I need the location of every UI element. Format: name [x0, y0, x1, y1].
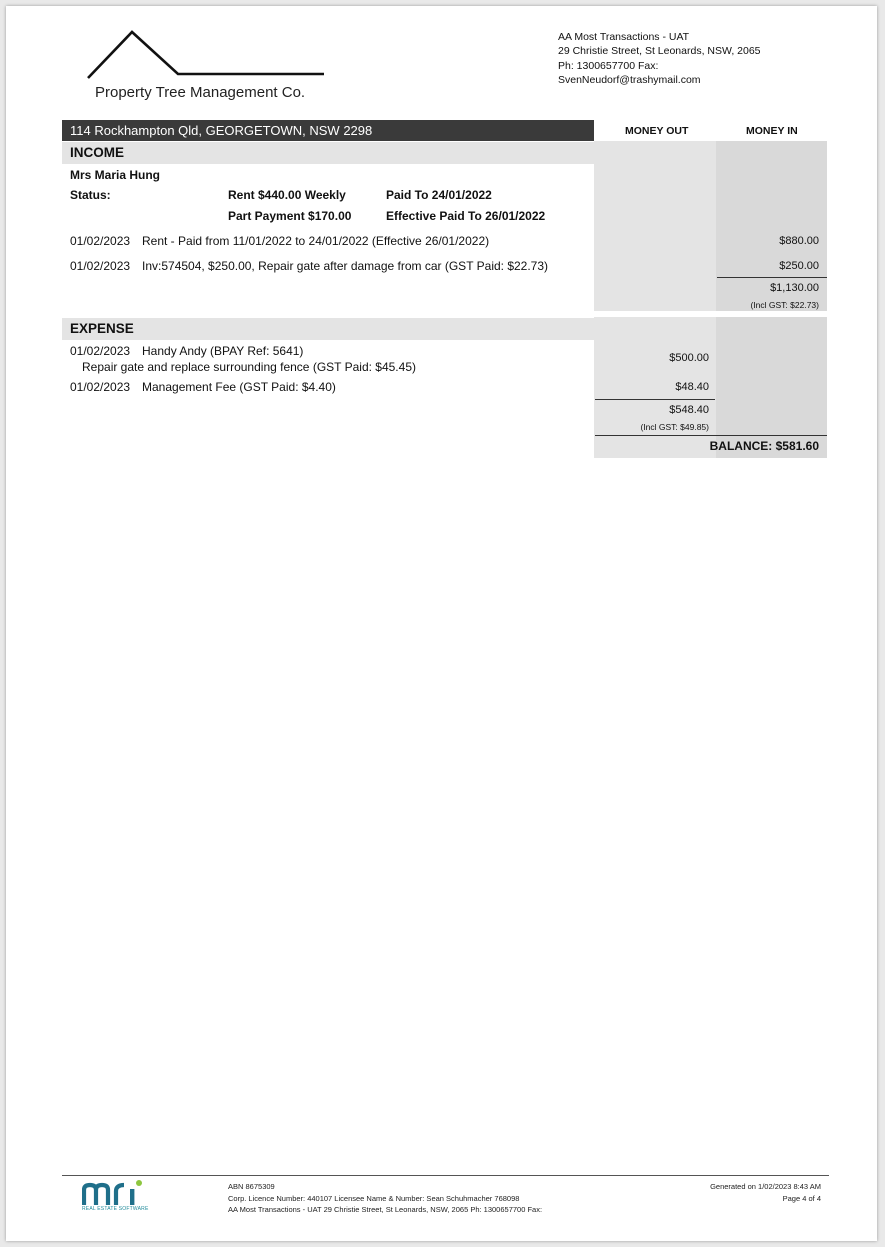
income-row-date: 01/02/2023 — [70, 234, 131, 248]
agency-email: SvenNeudorf@trashymail.com — [558, 74, 701, 87]
income-money-out-column — [594, 141, 716, 311]
expense-row-amount: $48.40 — [675, 381, 709, 393]
status-label: Status: — [70, 188, 111, 202]
footer-abn: ABN 8675309 — [228, 1182, 275, 1191]
footer-agency: AA Most Transactions - UAT 29 Christie Street, St Leonards, NSW, 2065 Ph: 1300657700 Fax: — [228, 1205, 543, 1214]
generated-date: Generated on 1/02/2023 8:43 AM — [710, 1182, 821, 1191]
rent-amount: Rent $440.00 Weekly — [228, 188, 346, 202]
expense-total: $548.40 — [669, 404, 709, 416]
tenant-name: Mrs Maria Hung — [70, 168, 161, 182]
effective-paid-to: Effective Paid To 26/01/2022 — [386, 209, 546, 223]
agency-line: AA Most Transactions - UAT — [558, 31, 690, 43]
income-total: $1,130.00 — [770, 282, 819, 294]
footer-details — [228, 1181, 542, 1216]
expense-section-title: EXPENSE — [62, 318, 595, 340]
expense-money-in-column — [716, 317, 827, 458]
company-name: Property Tree Management Co. — [95, 84, 306, 101]
house-logo-icon — [86, 30, 336, 82]
expense-row-date: 01/02/2023 — [70, 380, 131, 394]
balance-total: BALANCE: $581.60 — [709, 439, 819, 453]
money-in-header: MONEY IN — [746, 125, 798, 137]
statement-page — [6, 6, 877, 1241]
paid-to: Paid To 24/01/2022 — [386, 188, 492, 202]
mri-tagline: REAL ESTATE SOFTWARE — [82, 1206, 149, 1212]
income-row-amount: $250.00 — [779, 260, 819, 272]
property-address: 114 Rockhampton Qld, GEORGETOWN, NSW 2298 — [62, 120, 594, 141]
footer-meta — [710, 1181, 821, 1204]
footer-licence: Corp. Licence Number: 440107 Licensee Name & Number: Sean Schuhmacher 768098 — [228, 1193, 520, 1203]
income-row-description: Inv:574504, $250.00, Repair gate after damage from car (GST Paid: $22.73) — [142, 259, 549, 273]
part-payment: Part Payment $170.00 — [228, 209, 352, 223]
income-row-description: Rent - Paid from 11/01/2022 to 24/01/2022 (Effective 26/01/2022) — [142, 234, 490, 248]
footer-divider — [62, 1175, 829, 1176]
expense-row-amount: $500.00 — [669, 352, 709, 364]
agency-line: 29 Christie Street, St Leonards, NSW, 2065 — [558, 45, 761, 58]
expense-row-description: Management Fee (GST Paid: $4.40) — [142, 380, 336, 394]
income-total-gst: (Incl GST: $22.73) — [750, 300, 819, 310]
income-row-amount: $880.00 — [779, 235, 819, 247]
money-out-header: MONEY OUT — [625, 125, 689, 137]
balance-rule — [595, 435, 827, 436]
expense-row-subdescription: Repair gate and replace surrounding fence (GST Paid: $45.45) — [82, 360, 416, 374]
expense-row-description: Handy Andy (BPAY Ref: 5641) — [142, 344, 304, 358]
income-total-rule — [717, 277, 827, 278]
agency-details — [558, 30, 761, 88]
page-number: Page 4 of 4 — [782, 1193, 821, 1203]
expense-row-date: 01/02/2023 — [70, 344, 131, 358]
agency-line: Ph: 1300657700 Fax: — [558, 59, 659, 72]
income-section-title: INCOME — [62, 142, 595, 164]
income-row-date: 01/02/2023 — [70, 259, 131, 273]
mri-logo-icon — [82, 1179, 152, 1207]
expense-total-gst: (Incl GST: $49.85) — [640, 422, 709, 432]
expense-total-rule — [595, 399, 715, 400]
